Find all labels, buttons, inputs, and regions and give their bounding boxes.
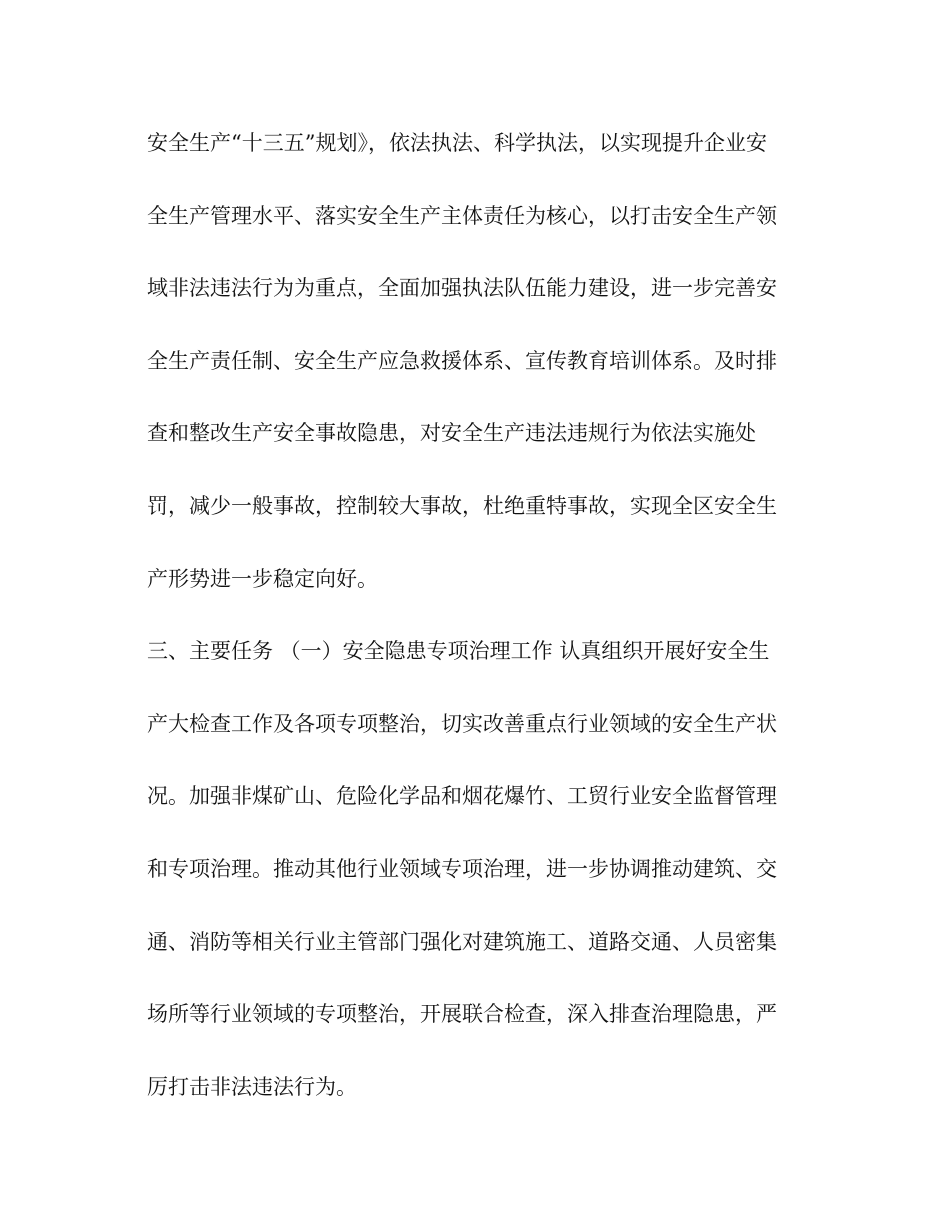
text-line: 全生产责任制、安全生产应急救援体系、宣传教育培训体系。及时排: [147, 348, 777, 373]
text-line: 产形势进一步稳定向好。: [147, 566, 378, 591]
text-line: 安全生产“十三五”规划》，依法执法、科学执法，以实现提升企业安: [147, 131, 767, 155]
text-line: 和专项治理。推动其他行业领域专项治理，进一步协调推动建筑、交: [147, 856, 777, 881]
text-line: 罚，减少一般事故，控制较大事故，杜绝重特事故，实现全区安全生: [147, 493, 777, 518]
text-line: 全生产管理水平、落实安全生产主体责任为核心，以打击安全生产领: [147, 203, 777, 228]
text-line: 通、消防等相关行业主管部门强化对建筑施工、道路交通、人员密集: [147, 929, 777, 954]
text-line: 厉打击非法违法行为。: [147, 1074, 357, 1099]
section-heading-line: 三、主要任务 （一）安全隐患专项治理工作 认真组织开展好安全生: [147, 639, 770, 664]
body-text: [147, 119, 807, 1135]
text-line: 况。加强非煤矿山、危险化学品和烟花爆竹、工贸行业安全监督管理: [147, 784, 777, 809]
text-line: 场所等行业领域的专项整治，开展联合检查，深入排查治理隐患，严: [147, 1002, 777, 1027]
text-line: 域非法违法行为为重点，全面加强执法队伍能力建设，进一步完善安: [147, 276, 777, 301]
text-line: 查和整改生产安全事故隐患，对安全生产违法违规行为依法实施处: [147, 421, 756, 446]
text-line: 产大检查工作及各项专项整治，切实改善重点行业领域的安全生产状: [147, 711, 777, 736]
